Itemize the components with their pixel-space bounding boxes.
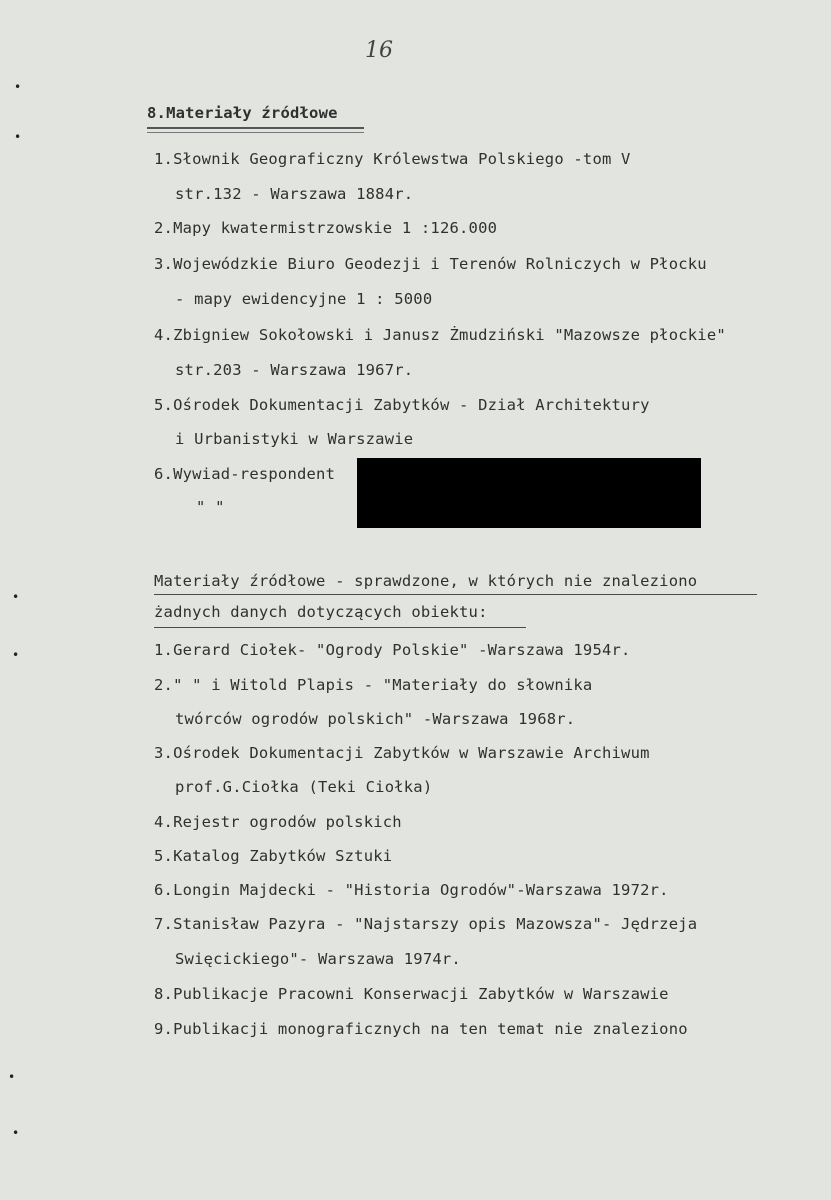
page-number: 16 <box>365 38 393 63</box>
list-item: 2." " i Witold Plapis - "Materiały do słownika <box>154 676 593 694</box>
list-item-continuation: prof.G.Ciołka (Teki Ciołka) <box>175 778 433 796</box>
margin-mark: • <box>12 590 20 604</box>
margin-mark: • <box>14 80 22 94</box>
list-item: 1.Gerard Ciołek- "Ogrody Polskie" -Warszawa 1954r. <box>154 641 631 659</box>
heading-underline <box>154 627 526 628</box>
list-item-continuation: - mapy ewidencyjne 1 : 5000 <box>175 290 433 308</box>
list-item-continuation: str.132 - Warszawa 1884r. <box>175 185 414 203</box>
list-item: 8.Publikacje Pracowni Konserwacji Zabytków w Warszawie <box>154 985 669 1003</box>
margin-mark: • <box>12 1126 20 1140</box>
redaction-block <box>357 458 701 528</box>
heading-underline <box>154 594 757 595</box>
list-item: 4.Rejestr ogrodów polskich <box>154 813 402 831</box>
list-item: 1.Słownik Geograficzny Królewstwa Polskiego -tom V <box>154 150 631 168</box>
list-item-continuation: i Urbanistyki w Warszawie <box>175 430 414 448</box>
list-item: 3.Ośrodek Dokumentacji Zabytków w Warszawie Archiwum <box>154 744 650 762</box>
margin-mark: • <box>12 648 20 662</box>
list-item-continuation: Swięcickiego"- Warszawa 1974r. <box>175 950 461 968</box>
list-item: 2.Mapy kwatermistrzowskie 1 :126.000 <box>154 219 498 237</box>
margin-mark: • <box>8 1070 16 1084</box>
section-heading: żadnych danych dotyczących obiektu: <box>154 603 488 621</box>
heading-underline <box>147 127 364 133</box>
list-item-continuation: str.203 - Warszawa 1967r. <box>175 361 414 379</box>
section-heading: 8.Materiały źródłowe <box>147 104 338 122</box>
list-item: 5.Katalog Zabytków Sztuki <box>154 847 393 865</box>
list-item: 6.Longin Majdecki - "Historia Ogrodów"-Warszawa 1972r. <box>154 881 669 899</box>
list-item-continuation: twórców ogrodów polskich" -Warszawa 1968r. <box>175 710 576 728</box>
list-item: 4.Zbigniew Sokołowski i Janusz Żmudziński "Mazowsze płockie" <box>154 326 726 344</box>
margin-mark: • <box>14 130 22 144</box>
ditto-marks: " " <box>196 498 225 516</box>
list-item: 6.Wywiad-respondent <box>154 465 336 483</box>
list-item: 3.Wojewódzkie Biuro Geodezji i Terenów Rolniczych w Płocku <box>154 255 707 273</box>
list-item: 9.Publikacji monograficznych na ten temat nie znaleziono <box>154 1020 688 1038</box>
list-item: 5.Ośrodek Dokumentacji Zabytków - Dział Architektury <box>154 396 650 414</box>
section-heading: Materiały źródłowe - sprawdzone, w których nie znaleziono <box>154 572 698 590</box>
list-item: 7.Stanisław Pazyra - "Najstarszy opis Mazowsza"- Jędrzeja <box>154 915 698 933</box>
